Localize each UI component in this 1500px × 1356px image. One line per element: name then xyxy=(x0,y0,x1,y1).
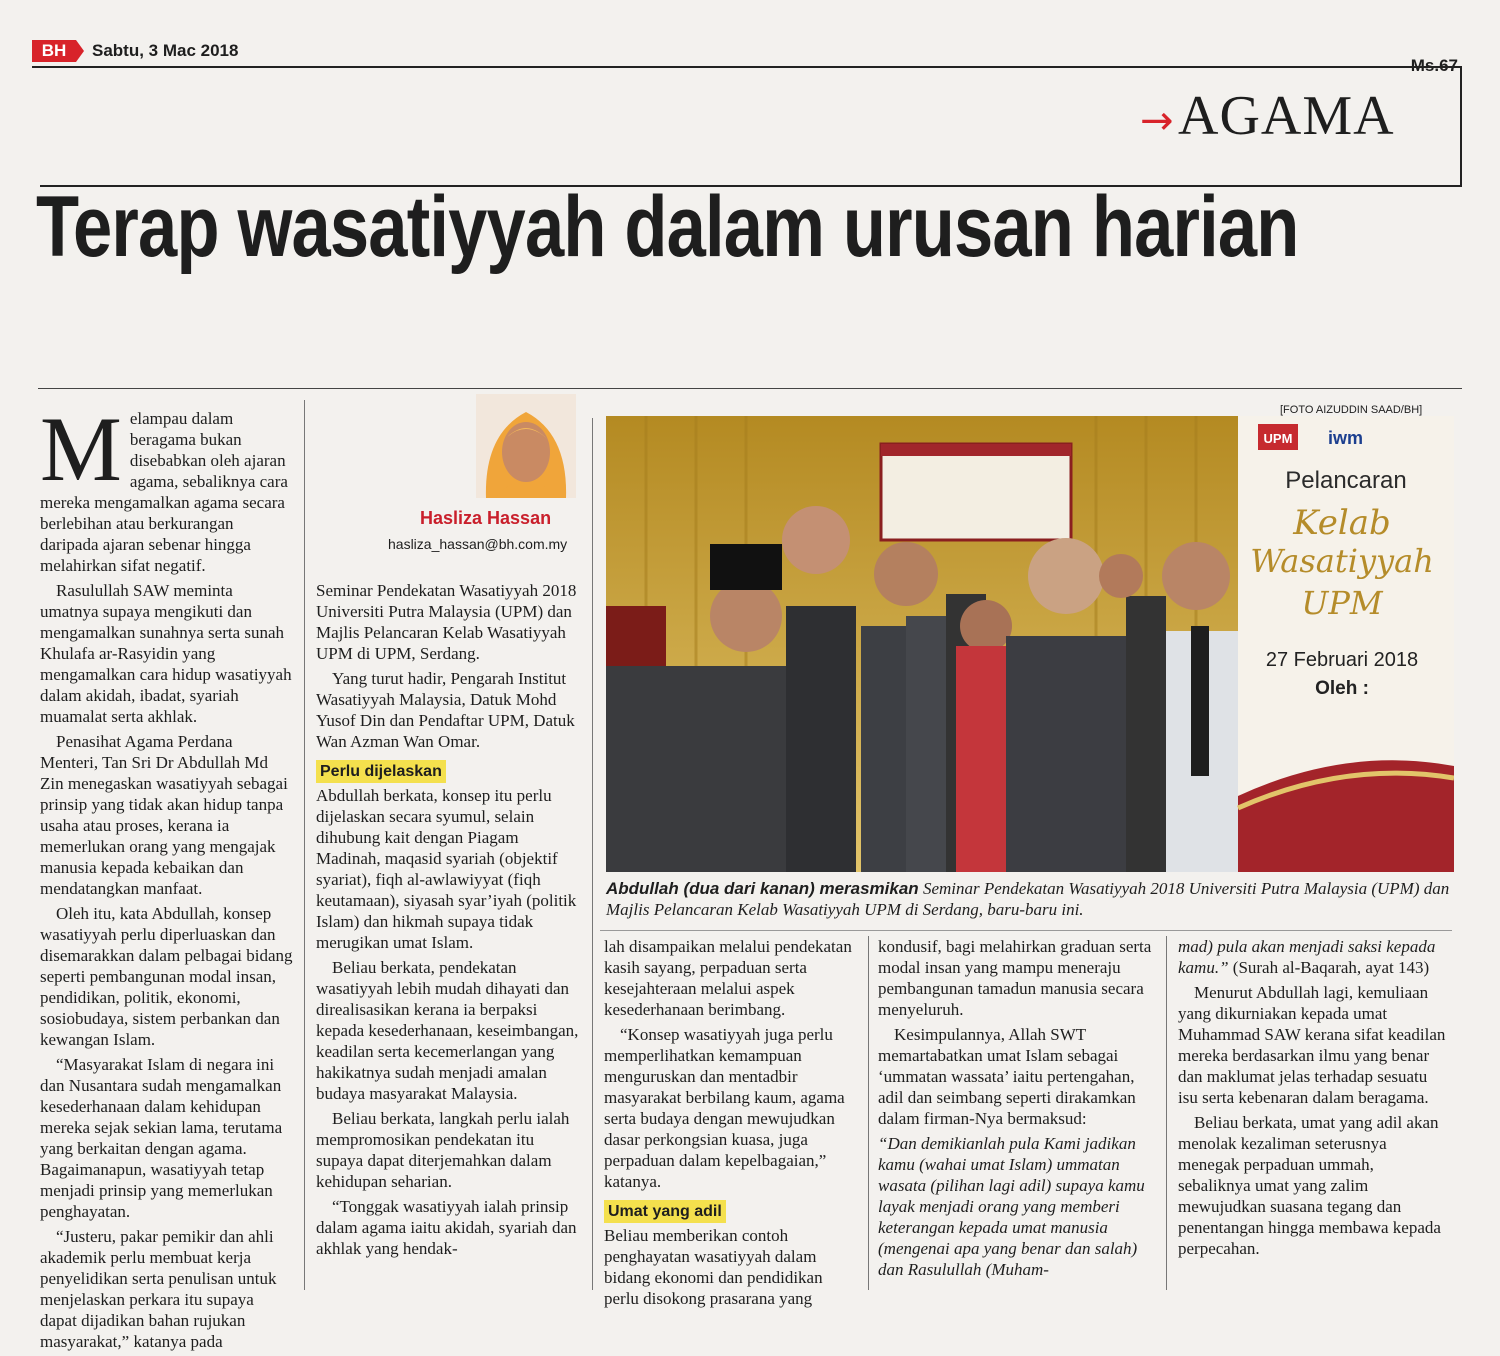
paragraph: Beliau berkata, umat yang adil akan menolak kezaliman seterusnya menegak perpaduan ummah, sebaliknya umat yang zalim mewujudkan suasana tegang dan penentangan hingga membawa kepada perpecahan. xyxy=(1178,1113,1441,1258)
event-photo xyxy=(606,416,1454,872)
banner-script-3: UPM xyxy=(1301,584,1383,622)
subheading: Umat yang adil xyxy=(604,1200,726,1223)
headline: Terap wasatiyyah dalam urusan harian xyxy=(36,179,1299,275)
paragraph: Abdullah berkata, konsep itu perlu dijelaskan secara syumul, selain dihubung kait dengan Piagam Madinah, maqasid syariah (objektif syariat), fiqh al-awlawiyyat (fiqh keutamaan), siyasah syar’iyah (politik Islam) dan hikmah supaya tidak merugikan umat Islam. xyxy=(316,786,577,952)
paragraph: Penasihat Agama Perdana Menteri, Tan Sri Dr Abdullah Md Zin menegaskan wasatiyyah sebagai prinsip yang tidak akan hidup tanpa usaha atau proses, kerana ia memerlukan orang yang mengajak manusia kepada kebaikan dan mendatangkan manfaat. xyxy=(40,732,288,898)
section-arrow-icon: → xyxy=(1140,98,1174,144)
caption-rule xyxy=(600,930,1452,931)
caption-lead: Abdullah (dua dari kanan) merasmikan xyxy=(606,879,919,898)
author-email[interactable]: hasliza_hassan@bh.com.my xyxy=(388,536,568,552)
author-photo xyxy=(476,394,576,498)
drop-cap: M xyxy=(40,398,122,500)
paragraph: Kesimpulannya, Allah SWT memartabatkan umat Islam sebagai ‘ummatan wassata’ iaitu pertengahan, adil dan seimbang seperti dirakamkan dalam firman-Nya bermaksud: xyxy=(878,1025,1136,1128)
column-divider xyxy=(868,936,869,1290)
column-divider xyxy=(592,418,593,1290)
paragraph: Menurut Abdullah lagi, kemuliaan yang dikurniakan kepada umat Muhammad SAW kerana sifat keadilan mereka berdasarkan ilmu yang benar dan maklumat jelas terhadap sesuatu isu serta kebenaran dalam beragama. xyxy=(1178,983,1446,1107)
brand-logo: BH xyxy=(32,40,76,62)
banner-script-1: Kelab xyxy=(1293,503,1391,543)
photo-credit: [FOTO AIZUDDIN SAAD/BH] xyxy=(1280,404,1423,416)
article-column-5 xyxy=(1178,936,1448,1263)
paragraph: Seminar Pendekatan Wasatiyyah 2018 Universiti Putra Malaysia (UPM) dan Majlis Pelancaran Kelab Wasatiyyah UPM di UPM, Serdang. xyxy=(316,581,577,663)
article-column-1 xyxy=(40,398,294,1356)
article-column-2 xyxy=(316,580,582,1263)
author-name: Hasliza Hassan xyxy=(420,508,552,528)
banner-by: Oleh : xyxy=(1315,678,1369,699)
quote-end xyxy=(1178,936,1448,978)
paragraph: “Konsep wasatiyyah juga perlu memperlihatkan kemampuan menguruskan dan mentadbir masyarakat berbilang kaum, agama serta budaya dengan mewujudkan dasar perkongsian kuasa, juga perpaduan dalam kepelbagaian,” katanya. xyxy=(604,1025,845,1191)
quote xyxy=(878,1133,1158,1280)
banner-date: 27 Februari 2018 xyxy=(1265,649,1419,671)
column-divider xyxy=(1166,936,1167,1290)
column-divider xyxy=(304,400,305,1290)
paragraph: Beliau berkata, pendekatan wasatiyyah lebih mudah dihayati dan direalisasikan kerana ia berpaksi kepada kesederhanaan, keseimbangan, keadilan serta kecemerlangan yang hakikatnya sudah menjadi amalan budaya masyarakat Malaysia. xyxy=(316,958,579,1103)
banner-logo-2: iwm xyxy=(1328,428,1364,448)
issue-date: Sabtu, 3 Mac 2018 xyxy=(92,41,239,60)
quote-end-text: mad) pula akan menjadi saksi kepada kamu.” xyxy=(1178,937,1436,977)
banner-logo-1: UPM xyxy=(1263,431,1293,446)
paragraph: Beliau memberikan contoh penghayatan wasatiyyah dalam bidang ekonomi dan pendidikan perlu disokong prasarana yang xyxy=(604,1226,823,1308)
paragraph: kondusif, bagi melahirkan graduan serta modal insan yang mampu meneraju pembangunan tamadun manusia secara menyeluruh. xyxy=(878,937,1152,1019)
headline-rule xyxy=(38,388,1462,389)
article-column-4 xyxy=(878,936,1158,1284)
paragraph: lah disampaikan melalui pendekatan kasih sayang, perpaduan serta kesejahteraan melalui aspek kesederhanaan berimbang. xyxy=(604,937,852,1019)
subheading: Perlu dijelaskan xyxy=(316,760,446,783)
paragraph: Beliau berkata, langkah perlu ialah mempromosikan pendekatan itu supaya dapat diterjemahkan dalam kehidupan seharian. xyxy=(316,1109,570,1191)
banner-script-2: Wasatiyyah xyxy=(1250,542,1434,580)
lead-paragraph xyxy=(40,398,294,576)
lead-text: elampau dalam beragama bukan disebabkan oleh ajaran agama, sebaliknya cara mereka mengamalkan agama secara berlebihan atau berkurangan daripada ajaran sebenar hingga melahirkan sifat negatif. xyxy=(40,409,288,575)
banner-title: Pelancaran xyxy=(1285,467,1407,494)
paragraph: “Masyarakat Islam di negara ini dan Nusantara sudah mengamalkan kesederhanaan dalam kehidupan mereka sejak sekian lama, terutama yang berkaitan dengan agama. Bagaimanapun, wasatiyyah tetap menjadi prinsip yang memerlukan penghayatan. xyxy=(40,1055,283,1221)
photo-caption xyxy=(606,878,1452,920)
caption-text: Seminar Pendekatan Wasatiyyah 2018 Universiti Putra Malaysia (UPM) dan Majlis Pelancaran Kelab Wasatiyyah UPM di Serdang, baru-baru ini. xyxy=(606,879,1450,919)
section-vertical-rule xyxy=(1460,66,1462,186)
quote-text: “Dan demikianlah pula Kami jadikan kamu (wahai umat Islam) ummatan wasata (pilihan lagi adil) supaya kamu layak menjadi orang yang memberi keterangan kepada umat manusia (mengenai apa yang benar dan salah) dan Rasulullah (Muham- xyxy=(878,1134,1145,1279)
section-title: AGAMA xyxy=(1178,85,1395,147)
quote-reference: (Surah al-Baqarah, ayat 143) xyxy=(1232,958,1430,977)
paragraph: “Tonggak wasatiyyah ialah prinsip dalam agama iaitu akidah, syariah dan akhlak yang hendak- xyxy=(316,1197,577,1258)
paragraph: Rasulullah SAW meminta umatnya supaya mengikuti dan mengamalkan sunahnya serta sunah Khulafa ar-Rasyidin yang mengamalkan cara hidup wasatiyyah dalam akidah, ibadat, syariah muamalat serta akhlak. xyxy=(40,581,292,726)
article-column-3 xyxy=(604,936,860,1313)
top-rule xyxy=(32,66,1462,68)
paragraph: Oleh itu, kata Abdullah, konsep wasatiyyah perlu diperluaskan dan disemarakkan dalam pelbagai bidang seperti pembangunan modal insan, pendidikan, politik, ekonomi, sosiobudaya, sistem perbankan dan kewangan Islam. xyxy=(40,904,293,1049)
paragraph: “Justeru, pakar pemikir dan ahli akademik perlu membuat kerja penyelidikan serta penulisan untuk menjelaskan perkara itu supaya dapat dijadikan bahan rujukan masyarakat,” katanya pada xyxy=(40,1227,277,1351)
paragraph: Yang turut hadir, Pengarah Institut Wasatiyyah Malaysia, Datuk Mohd Yusof Din dan Pendaftar UPM, Datuk Wan Azman Wan Omar. xyxy=(316,669,575,751)
